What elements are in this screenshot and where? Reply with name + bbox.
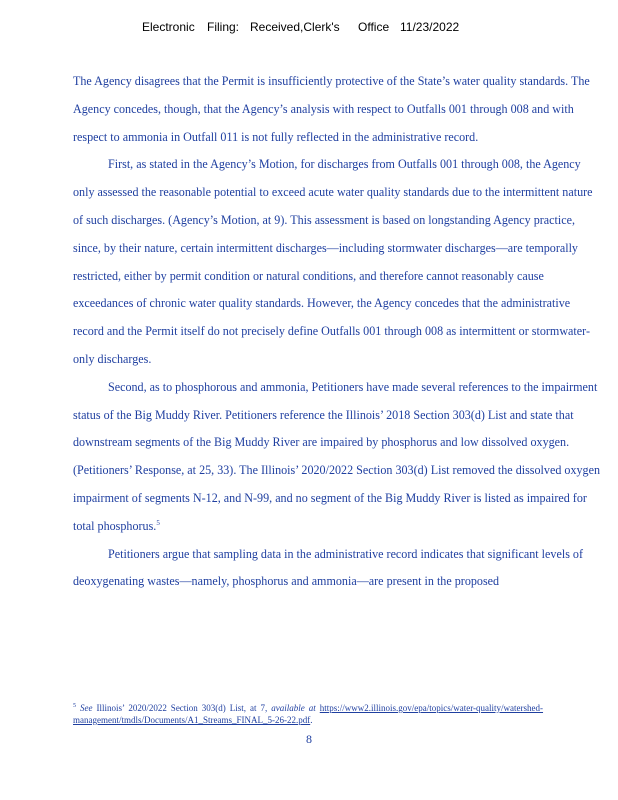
footnote	[73, 700, 543, 726]
paragraph-second-phosphorous	[73, 374, 603, 541]
paragraph-agency-disagrees: The Agency disagrees that the Permit is insufficiently protective of the State’s water quality standards. The Agency concedes, though, that the Agency’s analysis with respect to Outfalls 001 through 008 and with respect to ammonia in Outfall 011 is not fully reflected in the administrative record.	[73, 74, 590, 144]
header-electronic: Electronic	[142, 20, 195, 34]
footnote-period: .	[310, 715, 313, 725]
footnote-number: 5	[73, 703, 76, 709]
header-received: Received,Clerk's	[250, 20, 340, 34]
footnote-reference: 5	[156, 518, 160, 527]
header-filing: Filing:	[207, 20, 240, 34]
header-date: 11/23/2022	[400, 20, 460, 34]
paragraph-second-text: Second, as to phosphorous and ammonia, Petitioners have made several references to the impairment status of the Big Muddy River. Petitioners reference the Illinois’ 2018 Section 303(d) List and state that downstream segments of the Big Muddy River are impaired by phosphorus and low dissolved oxygen. (Petitioners’ Response, at 25, 33). The Illinois’ 2020/2022 Section 303(d) List removed the dissolved oxygen impairment of segments N-12, and N-99, and no segment of the Big Muddy River is listed as impaired for total phosphorus.	[73, 379, 601, 533]
footnote-available-at: available at	[271, 703, 316, 713]
footnote-link[interactable]: https://www2.illinois.gov/epa/topics/water-quality/watershed-management/tmdls/Documents/A1_Streams_FINAL_5-26-22.pdf	[73, 703, 544, 725]
paragraph-petitioners-argue: Petitioners argue that sampling data in the administrative record indicates that significant levels of deoxygenating wastes—namely, phosphorus and ammonia—are present in the proposed	[73, 546, 583, 589]
document-body	[73, 68, 603, 596]
footnote-text: Illinois’ 2020/2022 Section 303(d) List, at 7,	[96, 703, 268, 713]
footnote-see: See	[80, 703, 93, 713]
paragraph-first-outfalls: First, as stated in the Agency’s Motion, for discharges from Outfalls 001 through 008, the Agency only assessed the reasonable potential to exceed acute water quality standards due to the intermittent nature of such discharges. (Agency’s Motion, at 9). This assessment is based on longstanding Agency practice, since, by their nature, certain intermittent discharges—including stormwater discharges—are temporally restricted, either by permit condition or natural conditions, and therefore cannot reasonably cause exceedances of chronic water quality standards. However, the Agency concedes that the administrative record and the Permit itself do not precisely define Outfalls 001 through 008 as intermittent or stormwater-only discharges.	[73, 157, 593, 366]
header-office: Office	[358, 20, 390, 34]
page-number: 8	[306, 732, 312, 746]
